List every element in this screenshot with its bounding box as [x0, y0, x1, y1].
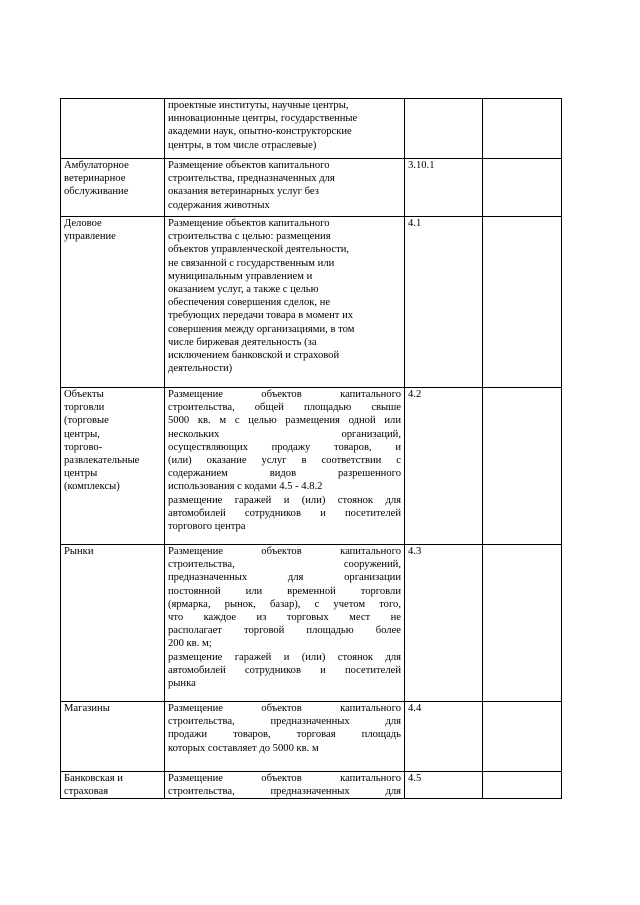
use-type-description-line: требующих передачи товара в момент их [168, 310, 354, 322]
use-type-description-line: центры, в том числе отраслевые) [168, 139, 317, 151]
use-type-description-line: деятельности) [168, 363, 233, 375]
use-type-description-line: рынка [168, 678, 196, 690]
use-type-description-line: исключением банковской и страховой [168, 350, 340, 362]
use-type-description-line: строительства с целью: размещения [168, 231, 331, 243]
classifier-code: 4.5 [408, 773, 422, 784]
use-type-name-line: (комплексы) [64, 481, 120, 493]
use-type-description-line: предназначенных для организации [168, 572, 401, 584]
use-type-description-line: что каждое из торговых мест не [168, 612, 401, 624]
use-type-description-line: размещение гаражей и (или) стоянок для [168, 494, 401, 506]
classifier-code-cell [405, 772, 483, 799]
use-type-description-line: не связанной с государственным или [168, 257, 335, 269]
use-type-description-line: совершения между организациями, в том [168, 323, 355, 335]
use-type-description-line: осуществляющих продажу товаров, и [168, 441, 401, 453]
table-row [61, 702, 562, 772]
use-type-description-line: строительства, общей площадью свыше [168, 402, 401, 414]
use-type-description-cell [165, 217, 405, 388]
use-type-description-line: которых составляет до 5000 кв. м [168, 742, 319, 754]
use-type-name-line: Объекты [64, 389, 104, 400]
use-type-description-line: оказанием услуг, а также с целью [168, 284, 319, 296]
use-type-description-cell [165, 545, 405, 702]
use-type-description-line: Размещение объектов капитального [168, 160, 330, 171]
use-type-description-line: постоянной или временной торговли [168, 585, 401, 597]
use-type-description-line: размещение гаражей и (или) стоянок для [168, 651, 401, 663]
use-type-description-line: числе биржевая деятельность (за [168, 336, 317, 348]
use-type-description-cell [165, 772, 405, 799]
classifier-code-cell [405, 545, 483, 702]
use-type-name-line: обслуживание [64, 186, 129, 198]
use-type-description-line: Размещение объектов капитального [168, 703, 401, 714]
use-type-name-line: Деловое [64, 218, 102, 229]
use-type-description-line: инновационные центры, государственные [168, 113, 358, 125]
use-type-name-line: торгово- [64, 441, 103, 453]
use-type-description-line: нескольких организаций, [168, 428, 401, 440]
table-row [61, 388, 562, 545]
use-type-name-line: ветеринарное [64, 173, 126, 185]
use-type-description-line: обеспечения совершения сделок, не [168, 297, 331, 309]
use-type-name-line: Амбулаторное [64, 160, 129, 171]
use-type-name-cell [61, 99, 165, 159]
use-type-description-line: автомобилей сотрудников и посетителей [168, 664, 401, 676]
use-type-name-cell [61, 159, 165, 217]
use-type-description-line: 200 кв. м; [168, 638, 212, 650]
use-type-description-cell [165, 159, 405, 217]
classifier-code-cell [405, 159, 483, 217]
classifier-code: 3.10.1 [408, 160, 435, 171]
use-type-name-line: Рынки [64, 546, 94, 557]
classifier-code-cell [405, 388, 483, 545]
use-type-description-line: строительства, предназначенных для [168, 716, 401, 728]
use-type-description-line: строительства, сооружений, [168, 559, 401, 571]
use-type-description-line: оказания ветеринарных услуг без [168, 186, 319, 198]
use-type-name-cell [61, 772, 165, 799]
use-type-description-line: Размещение объектов капитального [168, 218, 330, 229]
use-type-name-line: Магазины [64, 703, 110, 714]
use-type-description-line: содержанием видов разрешенного [168, 468, 401, 480]
use-type-description-line: строительства, предназначенных для [168, 173, 335, 185]
use-type-name-line: развлекательные [64, 455, 140, 467]
table-row [61, 545, 562, 702]
use-type-name-cell [61, 388, 165, 545]
use-type-description-line: автомобилей сотрудников и посетителей [168, 507, 401, 519]
table-body [61, 99, 562, 799]
empty-cell [483, 545, 562, 702]
use-type-description-line: 5000 кв. м с целью размещения одной или [168, 415, 401, 427]
table-row [61, 99, 562, 159]
empty-cell [483, 159, 562, 217]
use-type-description-line: строительства, предназначенных для [168, 786, 401, 798]
use-type-description-line: Размещение объектов капитального [168, 773, 401, 784]
empty-cell [483, 772, 562, 799]
classifier-code-cell [405, 99, 483, 159]
table-row [61, 217, 562, 388]
table-row [61, 159, 562, 217]
classifier-code: 4.3 [408, 546, 422, 557]
use-type-description-line: объектов управленческой деятельности, [168, 244, 350, 256]
use-type-description-line: торгового центра [168, 521, 246, 533]
use-type-name-line: Банковская и [64, 773, 123, 784]
use-type-description-cell [165, 388, 405, 545]
use-type-description-line: использования с кодами 4.5 - 4.8.2 [168, 481, 323, 493]
use-type-description-line: содержания животных [168, 199, 270, 211]
use-type-description-line: муниципальным управлением и [168, 270, 313, 282]
land-use-table [60, 98, 562, 799]
empty-cell [483, 388, 562, 545]
use-type-description-line: проектные институты, научные центры, [168, 100, 349, 111]
use-type-description-line: Размещение объектов капитального [168, 546, 401, 557]
classifier-code: 4.2 [408, 389, 422, 400]
use-type-name-line: страховая [64, 786, 109, 798]
use-type-description-line: располагает торговой площадью более [168, 625, 401, 637]
use-type-name-line: центры [64, 468, 98, 480]
empty-cell [483, 702, 562, 772]
classifier-code-cell [405, 702, 483, 772]
classifier-code-cell [405, 217, 483, 388]
use-type-name-line: управление [64, 231, 116, 243]
use-type-name-cell [61, 545, 165, 702]
table-row [61, 772, 562, 799]
classifier-code: 4.4 [408, 703, 422, 714]
use-type-description-line: продажи товаров, торговая площадь [168, 729, 401, 741]
use-type-name-line: торговли [64, 402, 105, 414]
use-type-description-line: академии наук, опытно-конструкторские [168, 126, 352, 138]
use-type-name-cell [61, 217, 165, 388]
use-type-name-cell [61, 702, 165, 772]
classifier-code: 4.1 [408, 218, 422, 229]
use-type-description-cell [165, 99, 405, 159]
use-type-description-cell [165, 702, 405, 772]
empty-cell [483, 99, 562, 159]
use-type-description-line: (или) оказание услуг в соответствии с [168, 455, 401, 467]
empty-cell [483, 217, 562, 388]
use-type-description-line: (ярмарка, рынок, базар), с учетом того, [168, 598, 401, 610]
use-type-description-line: Размещение объектов капитального [168, 389, 401, 400]
use-type-name-line: (торговые [64, 415, 109, 427]
use-type-name-line: центры, [64, 428, 100, 440]
